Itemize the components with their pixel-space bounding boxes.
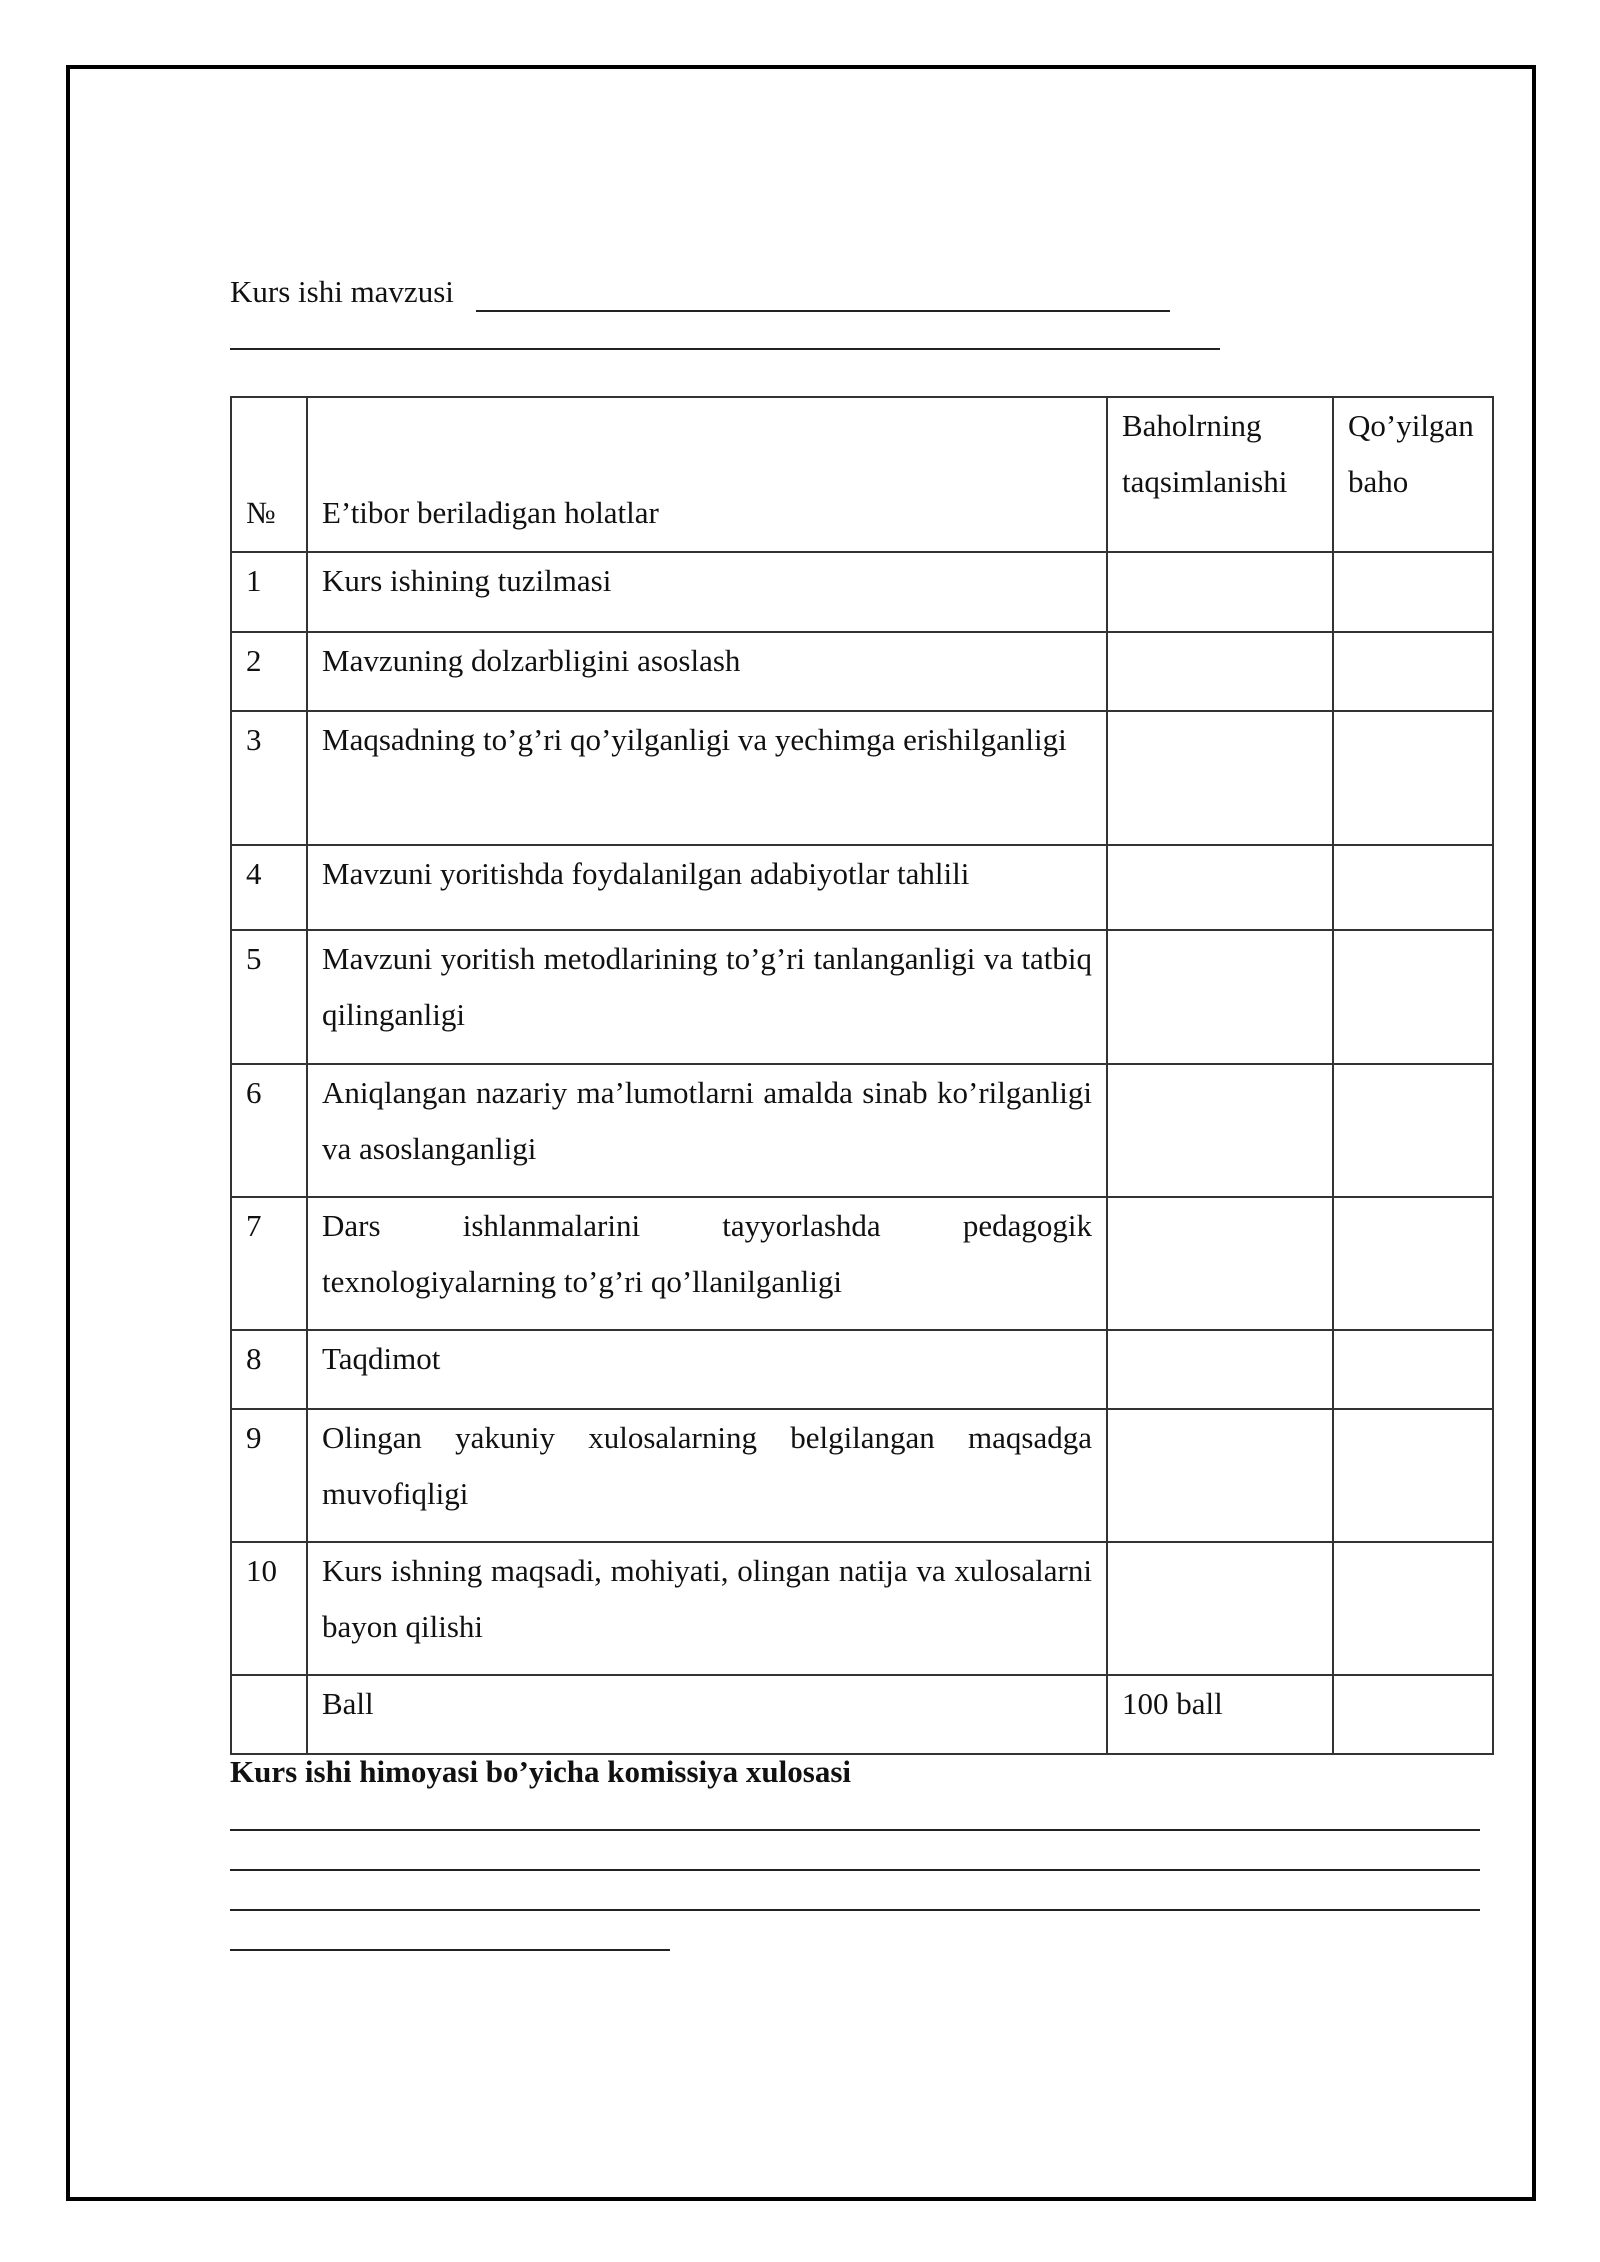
- table-row: [231, 845, 1493, 930]
- row-criterion: Mavzuni yoritish metodlarining to’g’ri tanlanganligi va tatbiq qilinganligi: [307, 930, 1107, 1064]
- commission-conclusion-title: Kurs ishi himoyasi bo’yicha komissiya xulosasi: [230, 1754, 851, 1789]
- row-number: 4: [231, 845, 307, 930]
- row-grade-cell[interactable]: [1333, 711, 1493, 845]
- topic-blank-line-1[interactable]: [476, 310, 1170, 312]
- table-header-row: [231, 397, 1493, 552]
- row-grade-cell[interactable]: [1333, 845, 1493, 930]
- row-criterion: Taqdimot: [307, 1330, 1107, 1409]
- table-row: [231, 1197, 1493, 1330]
- conclusion-blank-line-3[interactable]: [230, 1909, 1480, 1911]
- row-distribution-cell[interactable]: [1107, 632, 1333, 711]
- table-row: [231, 1409, 1493, 1542]
- row-criterion: Maqsadning to’g’ri qo’yilganligi va yechimga erishilganligi: [307, 711, 1107, 845]
- row-grade-cell[interactable]: [1333, 552, 1493, 632]
- row-number: 3: [231, 711, 307, 845]
- row-number: 2: [231, 632, 307, 711]
- topic-label: Kurs ishi mavzusi: [230, 274, 454, 309]
- row-criterion: Aniqlangan nazariy ma’lumotlarni amalda sinab ko’rilganligi va asoslanganligi: [307, 1064, 1107, 1197]
- conclusion-blank-line-1[interactable]: [230, 1829, 1480, 1831]
- row-grade-cell[interactable]: [1333, 1409, 1493, 1542]
- total-number: [231, 1675, 307, 1754]
- row-distribution-cell[interactable]: [1107, 1197, 1333, 1330]
- header-grade: Qo’yilgan baho: [1333, 397, 1493, 552]
- table-row: [231, 930, 1493, 1064]
- row-number: 5: [231, 930, 307, 1064]
- table-row: [231, 1330, 1493, 1409]
- header-distribution: Baholrning taqsimlanishi: [1107, 397, 1333, 552]
- row-criterion: Kurs ishning maqsadi, mohiyati, olingan natija va xulosalarni bayon qilishi: [307, 1542, 1107, 1675]
- row-grade-cell[interactable]: [1333, 1330, 1493, 1409]
- row-distribution-cell[interactable]: [1107, 1542, 1333, 1675]
- evaluation-table: [230, 396, 1494, 1755]
- row-grade-cell[interactable]: [1333, 632, 1493, 711]
- topic-blank-line-2[interactable]: [230, 348, 1220, 350]
- row-number: 10: [231, 1542, 307, 1675]
- row-grade-cell[interactable]: [1333, 1064, 1493, 1197]
- row-criterion: Mavzuni yoritishda foydalanilgan adabiyotlar tahlili: [307, 845, 1107, 930]
- header-number: №: [231, 397, 307, 552]
- row-number: 8: [231, 1330, 307, 1409]
- row-distribution-cell[interactable]: [1107, 552, 1333, 632]
- total-grade-cell[interactable]: [1333, 1675, 1493, 1754]
- row-criterion: Mavzuning dolzarbligini asoslash: [307, 632, 1107, 711]
- row-number: 9: [231, 1409, 307, 1542]
- table-total-row: [231, 1675, 1493, 1754]
- row-number: 6: [231, 1064, 307, 1197]
- total-distribution: 100 ball: [1107, 1675, 1333, 1754]
- row-grade-cell[interactable]: [1333, 1542, 1493, 1675]
- table-row: [231, 1064, 1493, 1197]
- row-distribution-cell[interactable]: [1107, 711, 1333, 845]
- row-grade-cell[interactable]: [1333, 930, 1493, 1064]
- row-number: 7: [231, 1197, 307, 1330]
- row-criterion: Kurs ishining tuzilmasi: [307, 552, 1107, 632]
- header-criteria: E’tibor beriladigan holatlar: [307, 397, 1107, 552]
- row-criterion: Olingan yakuniy xulosalarning belgilangan maqsadga muvofiqligi: [307, 1409, 1107, 1542]
- row-number: 1: [231, 552, 307, 632]
- row-criterion: Dars ishlanmalarini tayyorlashda pedagogik texnologiyalarning to’g’ri qo’llanilganligi: [307, 1197, 1107, 1330]
- conclusion-blank-line-4[interactable]: [230, 1949, 670, 1951]
- row-distribution-cell[interactable]: [1107, 1064, 1333, 1197]
- total-label: Ball: [307, 1675, 1107, 1754]
- table-row: [231, 711, 1493, 845]
- conclusion-blank-line-2[interactable]: [230, 1869, 1480, 1871]
- row-distribution-cell[interactable]: [1107, 930, 1333, 1064]
- row-distribution-cell[interactable]: [1107, 845, 1333, 930]
- table-row: [231, 552, 1493, 632]
- table-row: [231, 1542, 1493, 1675]
- row-grade-cell[interactable]: [1333, 1197, 1493, 1330]
- table-row: [231, 632, 1493, 711]
- row-distribution-cell[interactable]: [1107, 1409, 1333, 1542]
- row-distribution-cell[interactable]: [1107, 1330, 1333, 1409]
